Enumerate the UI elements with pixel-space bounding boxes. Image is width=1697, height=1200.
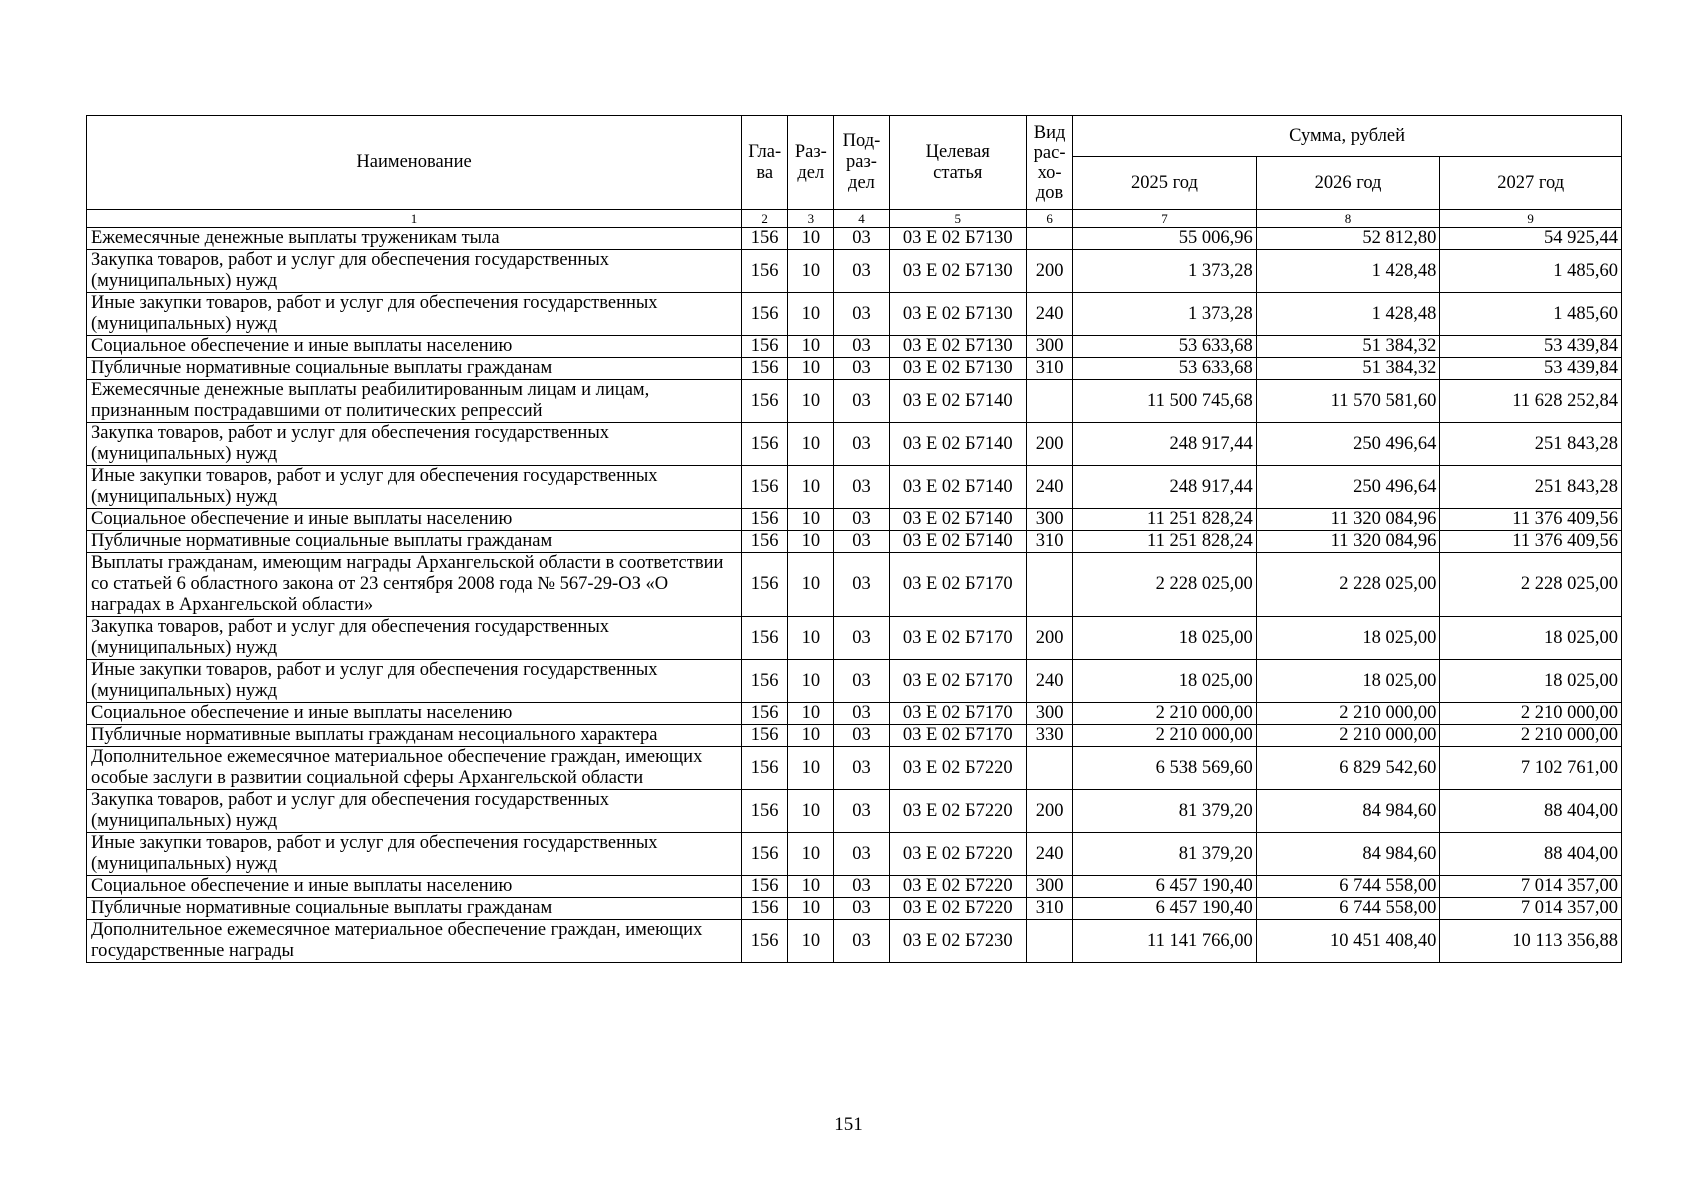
row-glava: 156 <box>742 898 788 920</box>
row-amount-2027: 53 439,84 <box>1440 358 1622 380</box>
row-expense-type: 200 <box>1027 790 1073 833</box>
header-sum: Сумма, рублей <box>1073 116 1622 157</box>
row-target-article: 03 Е 02 Б7130 <box>889 358 1026 380</box>
row-amount-2026: 51 384,32 <box>1256 358 1440 380</box>
column-number: 3 <box>788 210 834 228</box>
row-target-article: 03 Е 02 Б7140 <box>889 423 1026 466</box>
table-row <box>87 336 1622 358</box>
row-podrazdel: 03 <box>834 747 889 790</box>
row-podrazdel: 03 <box>834 380 889 423</box>
row-amount-2025: 248 917,44 <box>1073 466 1257 509</box>
row-podrazdel: 03 <box>834 553 889 617</box>
row-target-article: 03 Е 02 Б7130 <box>889 228 1026 250</box>
table-row <box>87 380 1622 423</box>
row-amount-2026: 1 428,48 <box>1256 250 1440 293</box>
table-row <box>87 898 1622 920</box>
table-row <box>87 833 1622 876</box>
row-razdel: 10 <box>788 358 834 380</box>
row-amount-2025: 6 538 569,60 <box>1073 747 1257 790</box>
header-year-2026: 2026 год <box>1256 157 1440 210</box>
row-amount-2025: 11 251 828,24 <box>1073 531 1257 553</box>
column-number: 8 <box>1256 210 1440 228</box>
column-number: 6 <box>1027 210 1073 228</box>
row-podrazdel: 03 <box>834 617 889 660</box>
row-glava: 156 <box>742 531 788 553</box>
row-amount-2026: 18 025,00 <box>1256 617 1440 660</box>
row-glava: 156 <box>742 553 788 617</box>
row-glava: 156 <box>742 509 788 531</box>
row-amount-2026: 250 496,64 <box>1256 423 1440 466</box>
row-podrazdel: 03 <box>834 336 889 358</box>
row-target-article: 03 Е 02 Б7170 <box>889 553 1026 617</box>
row-amount-2027: 11 376 409,56 <box>1440 509 1622 531</box>
table-row <box>87 920 1622 963</box>
row-amount-2026: 11 320 084,96 <box>1256 509 1440 531</box>
row-name: Публичные нормативные социальные выплаты гражданам <box>87 898 742 920</box>
row-razdel: 10 <box>788 531 834 553</box>
row-podrazdel: 03 <box>834 898 889 920</box>
row-glava: 156 <box>742 336 788 358</box>
row-glava: 156 <box>742 725 788 747</box>
table-row <box>87 617 1622 660</box>
row-podrazdel: 03 <box>834 293 889 336</box>
row-amount-2025: 2 210 000,00 <box>1073 725 1257 747</box>
row-expense-type <box>1027 380 1073 423</box>
row-expense-type: 240 <box>1027 833 1073 876</box>
row-amount-2026: 6 829 542,60 <box>1256 747 1440 790</box>
row-name: Дополнительное ежемесячное материальное обеспечение граждан, имеющих государственные награды <box>87 920 742 963</box>
row-name: Выплаты гражданам, имеющим награды Архангельской области в соответствии со статьей 6 областного закона от 23 сентября 2008 года № 567-29-ОЗ «О наградах в Архангельской области» <box>87 553 742 617</box>
row-name: Социальное обеспечение и иные выплаты населению <box>87 509 742 531</box>
row-amount-2025: 1 373,28 <box>1073 250 1257 293</box>
row-amount-2025: 6 457 190,40 <box>1073 876 1257 898</box>
row-target-article: 03 Е 02 Б7170 <box>889 703 1026 725</box>
table-row <box>87 466 1622 509</box>
row-amount-2026: 2 210 000,00 <box>1256 703 1440 725</box>
row-amount-2027: 11 628 252,84 <box>1440 380 1622 423</box>
table-row <box>87 703 1622 725</box>
row-amount-2025: 55 006,96 <box>1073 228 1257 250</box>
row-amount-2026: 84 984,60 <box>1256 790 1440 833</box>
row-glava: 156 <box>742 703 788 725</box>
row-target-article: 03 Е 02 Б7220 <box>889 747 1026 790</box>
row-name: Закупка товаров, работ и услуг для обеспечения государственных (муниципальных) нужд <box>87 617 742 660</box>
row-amount-2027: 53 439,84 <box>1440 336 1622 358</box>
row-name: Публичные нормативные социальные выплаты гражданам <box>87 358 742 380</box>
row-expense-type: 300 <box>1027 336 1073 358</box>
table-row <box>87 747 1622 790</box>
table-row <box>87 423 1622 466</box>
row-expense-type: 310 <box>1027 358 1073 380</box>
row-amount-2025: 81 379,20 <box>1073 833 1257 876</box>
row-razdel: 10 <box>788 725 834 747</box>
row-name: Публичные нормативные выплаты гражданам несоциального характера <box>87 725 742 747</box>
row-target-article: 03 Е 02 Б7230 <box>889 920 1026 963</box>
row-expense-type: 240 <box>1027 660 1073 703</box>
header-expense-type: Вид рас- хо- дов <box>1027 116 1073 210</box>
header-podrazdel: Под- раз- дел <box>834 116 889 210</box>
row-podrazdel: 03 <box>834 920 889 963</box>
row-podrazdel: 03 <box>834 358 889 380</box>
row-name: Социальное обеспечение и иные выплаты населению <box>87 703 742 725</box>
row-expense-type: 300 <box>1027 509 1073 531</box>
row-amount-2027: 2 210 000,00 <box>1440 725 1622 747</box>
row-target-article: 03 Е 02 Б7170 <box>889 617 1026 660</box>
row-amount-2027: 11 376 409,56 <box>1440 531 1622 553</box>
row-expense-type <box>1027 553 1073 617</box>
row-name: Публичные нормативные социальные выплаты гражданам <box>87 531 742 553</box>
row-amount-2027: 10 113 356,88 <box>1440 920 1622 963</box>
row-razdel: 10 <box>788 553 834 617</box>
row-target-article: 03 Е 02 Б7140 <box>889 380 1026 423</box>
row-razdel: 10 <box>788 747 834 790</box>
row-target-article: 03 Е 02 Б7130 <box>889 293 1026 336</box>
row-amount-2025: 2 210 000,00 <box>1073 703 1257 725</box>
header-name: Наименование <box>87 116 742 210</box>
row-amount-2025: 18 025,00 <box>1073 660 1257 703</box>
row-glava: 156 <box>742 876 788 898</box>
table-row <box>87 725 1622 747</box>
row-razdel: 10 <box>788 660 834 703</box>
row-target-article: 03 Е 02 Б7130 <box>889 250 1026 293</box>
row-amount-2027: 7 014 357,00 <box>1440 898 1622 920</box>
row-amount-2025: 81 379,20 <box>1073 790 1257 833</box>
row-razdel: 10 <box>788 228 834 250</box>
row-razdel: 10 <box>788 336 834 358</box>
row-name: Закупка товаров, работ и услуг для обеспечения государственных (муниципальных) нужд <box>87 423 742 466</box>
header-year-2025: 2025 год <box>1073 157 1257 210</box>
table-row <box>87 790 1622 833</box>
row-expense-type: 310 <box>1027 531 1073 553</box>
row-name: Ежемесячные денежные выплаты труженикам тыла <box>87 228 742 250</box>
header-glava: Гла- ва <box>742 116 788 210</box>
header-target-article: Целевая статья <box>889 116 1026 210</box>
table-row <box>87 553 1622 617</box>
row-razdel: 10 <box>788 920 834 963</box>
row-podrazdel: 03 <box>834 466 889 509</box>
row-amount-2025: 53 633,68 <box>1073 336 1257 358</box>
row-glava: 156 <box>742 358 788 380</box>
row-amount-2026: 18 025,00 <box>1256 660 1440 703</box>
column-number: 1 <box>87 210 742 228</box>
row-name: Закупка товаров, работ и услуг для обеспечения государственных (муниципальных) нужд <box>87 790 742 833</box>
row-expense-type: 240 <box>1027 293 1073 336</box>
row-amount-2027: 88 404,00 <box>1440 833 1622 876</box>
table-row <box>87 358 1622 380</box>
row-amount-2027: 251 843,28 <box>1440 423 1622 466</box>
row-podrazdel: 03 <box>834 228 889 250</box>
row-amount-2027: 54 925,44 <box>1440 228 1622 250</box>
row-amount-2025: 18 025,00 <box>1073 617 1257 660</box>
row-amount-2025: 1 373,28 <box>1073 293 1257 336</box>
table-row <box>87 876 1622 898</box>
column-number: 7 <box>1073 210 1257 228</box>
row-amount-2027: 88 404,00 <box>1440 790 1622 833</box>
row-glava: 156 <box>742 660 788 703</box>
row-podrazdel: 03 <box>834 725 889 747</box>
row-glava: 156 <box>742 617 788 660</box>
row-razdel: 10 <box>788 250 834 293</box>
row-amount-2027: 1 485,60 <box>1440 250 1622 293</box>
row-glava: 156 <box>742 920 788 963</box>
table-row <box>87 531 1622 553</box>
row-expense-type: 300 <box>1027 703 1073 725</box>
row-amount-2026: 51 384,32 <box>1256 336 1440 358</box>
table-body <box>87 228 1622 963</box>
row-expense-type <box>1027 920 1073 963</box>
row-razdel: 10 <box>788 617 834 660</box>
row-glava: 156 <box>742 833 788 876</box>
column-number: 2 <box>742 210 788 228</box>
table-row <box>87 250 1622 293</box>
row-target-article: 03 Е 02 Б7130 <box>889 336 1026 358</box>
row-expense-type: 200 <box>1027 250 1073 293</box>
row-target-article: 03 Е 02 Б7220 <box>889 876 1026 898</box>
row-amount-2026: 250 496,64 <box>1256 466 1440 509</box>
row-amount-2027: 7 014 357,00 <box>1440 876 1622 898</box>
row-amount-2026: 1 428,48 <box>1256 293 1440 336</box>
column-number: 9 <box>1440 210 1622 228</box>
row-target-article: 03 Е 02 Б7170 <box>889 660 1026 703</box>
row-expense-type: 200 <box>1027 617 1073 660</box>
row-amount-2027: 18 025,00 <box>1440 617 1622 660</box>
row-name: Ежемесячные денежные выплаты реабилитированным лицам и лицам, признанным пострадавшими от политических репрессий <box>87 380 742 423</box>
row-amount-2025: 6 457 190,40 <box>1073 898 1257 920</box>
row-amount-2026: 11 570 581,60 <box>1256 380 1440 423</box>
row-razdel: 10 <box>788 703 834 725</box>
row-podrazdel: 03 <box>834 531 889 553</box>
row-amount-2026: 52 812,80 <box>1256 228 1440 250</box>
row-expense-type: 300 <box>1027 876 1073 898</box>
row-razdel: 10 <box>788 898 834 920</box>
row-razdel: 10 <box>788 876 834 898</box>
row-razdel: 10 <box>788 833 834 876</box>
row-podrazdel: 03 <box>834 790 889 833</box>
page-number: 151 <box>834 1114 863 1135</box>
header-year-2027: 2027 год <box>1440 157 1622 210</box>
row-amount-2026: 84 984,60 <box>1256 833 1440 876</box>
budget-table <box>86 115 1622 963</box>
row-expense-type: 240 <box>1027 466 1073 509</box>
row-amount-2025: 2 228 025,00 <box>1073 553 1257 617</box>
row-podrazdel: 03 <box>834 833 889 876</box>
row-amount-2026: 2 228 025,00 <box>1256 553 1440 617</box>
row-amount-2026: 10 451 408,40 <box>1256 920 1440 963</box>
row-amount-2026: 11 320 084,96 <box>1256 531 1440 553</box>
row-expense-type <box>1027 747 1073 790</box>
row-amount-2025: 11 251 828,24 <box>1073 509 1257 531</box>
row-amount-2027: 7 102 761,00 <box>1440 747 1622 790</box>
table-row <box>87 660 1622 703</box>
row-expense-type: 310 <box>1027 898 1073 920</box>
row-podrazdel: 03 <box>834 703 889 725</box>
row-expense-type: 330 <box>1027 725 1073 747</box>
table-row <box>87 293 1622 336</box>
row-amount-2025: 248 917,44 <box>1073 423 1257 466</box>
row-expense-type: 200 <box>1027 423 1073 466</box>
row-razdel: 10 <box>788 380 834 423</box>
table-row <box>87 228 1622 250</box>
row-glava: 156 <box>742 228 788 250</box>
row-amount-2026: 6 744 558,00 <box>1256 898 1440 920</box>
row-target-article: 03 Е 02 Б7140 <box>889 531 1026 553</box>
row-razdel: 10 <box>788 509 834 531</box>
row-name: Социальное обеспечение и иные выплаты населению <box>87 876 742 898</box>
column-number-row <box>87 210 1622 228</box>
row-amount-2026: 6 744 558,00 <box>1256 876 1440 898</box>
row-name: Иные закупки товаров, работ и услуг для обеспечения государственных (муниципальных) нужд <box>87 466 742 509</box>
row-glava: 156 <box>742 380 788 423</box>
row-podrazdel: 03 <box>834 423 889 466</box>
row-amount-2027: 2 228 025,00 <box>1440 553 1622 617</box>
row-name: Иные закупки товаров, работ и услуг для обеспечения государственных (муниципальных) нужд <box>87 660 742 703</box>
row-name: Закупка товаров, работ и услуг для обеспечения государственных (муниципальных) нужд <box>87 250 742 293</box>
row-glava: 156 <box>742 293 788 336</box>
row-target-article: 03 Е 02 Б7140 <box>889 466 1026 509</box>
row-expense-type <box>1027 228 1073 250</box>
row-target-article: 03 Е 02 Б7140 <box>889 509 1026 531</box>
row-name: Дополнительное ежемесячное материальное обеспечение граждан, имеющих особые заслуги в развитии социальной сферы Архангельской области <box>87 747 742 790</box>
row-razdel: 10 <box>788 466 834 509</box>
row-target-article: 03 Е 02 Б7220 <box>889 833 1026 876</box>
row-target-article: 03 Е 02 Б7220 <box>889 790 1026 833</box>
row-amount-2027: 18 025,00 <box>1440 660 1622 703</box>
column-number: 5 <box>889 210 1026 228</box>
row-podrazdel: 03 <box>834 250 889 293</box>
row-amount-2027: 2 210 000,00 <box>1440 703 1622 725</box>
row-amount-2025: 11 500 745,68 <box>1073 380 1257 423</box>
row-glava: 156 <box>742 423 788 466</box>
row-name: Иные закупки товаров, работ и услуг для обеспечения государственных (муниципальных) нужд <box>87 293 742 336</box>
row-name: Иные закупки товаров, работ и услуг для обеспечения государственных (муниципальных) нужд <box>87 833 742 876</box>
row-amount-2025: 53 633,68 <box>1073 358 1257 380</box>
row-razdel: 10 <box>788 790 834 833</box>
row-podrazdel: 03 <box>834 660 889 703</box>
row-glava: 156 <box>742 250 788 293</box>
row-razdel: 10 <box>788 423 834 466</box>
row-name: Социальное обеспечение и иные выплаты населению <box>87 336 742 358</box>
row-glava: 156 <box>742 466 788 509</box>
row-razdel: 10 <box>788 293 834 336</box>
row-target-article: 03 Е 02 Б7170 <box>889 725 1026 747</box>
row-glava: 156 <box>742 747 788 790</box>
row-amount-2027: 1 485,60 <box>1440 293 1622 336</box>
column-number: 4 <box>834 210 889 228</box>
row-amount-2025: 11 141 766,00 <box>1073 920 1257 963</box>
row-glava: 156 <box>742 790 788 833</box>
row-amount-2026: 2 210 000,00 <box>1256 725 1440 747</box>
row-podrazdel: 03 <box>834 509 889 531</box>
table-row <box>87 509 1622 531</box>
row-amount-2027: 251 843,28 <box>1440 466 1622 509</box>
row-target-article: 03 Е 02 Б7220 <box>889 898 1026 920</box>
row-podrazdel: 03 <box>834 876 889 898</box>
header-razdel: Раз- дел <box>788 116 834 210</box>
